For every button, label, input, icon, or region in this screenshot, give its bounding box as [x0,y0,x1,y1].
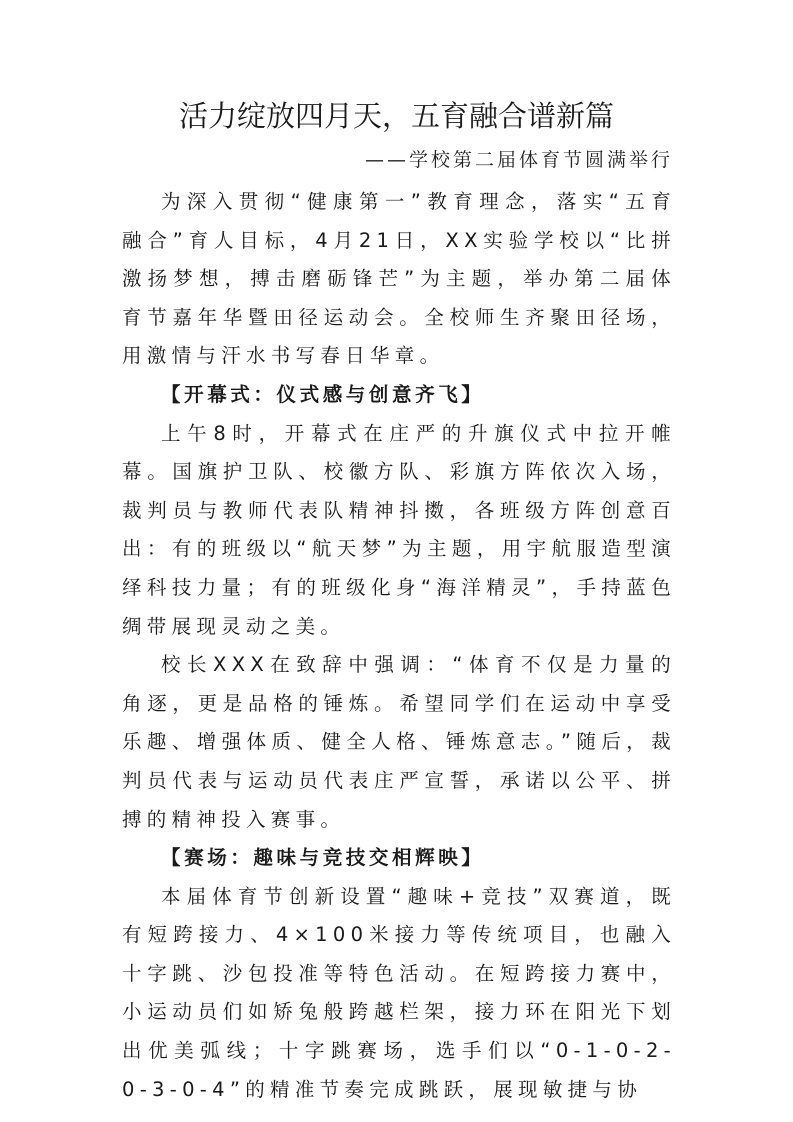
section-heading-opening: 【开幕式：仪式感与创意齐飞】 [161,382,485,406]
paragraph-opening-ceremony: 上午8时，开幕式在庄严的升旗仪式中拉开帷幕。国旗护卫队、校徽方队、彩旗方阵依次入场，裁判员与教师代表队精神抖擞，各班级方阵创意百出：有的班级以“航天梦”为主题，用宇航服造型演绎科技力量；有的班级化身“海洋精灵”，手持蓝色绸带展现灵动之美。 [122,421,676,638]
paragraph-intro: 为深入贯彻“健康第一”教育理念，落实“五育融合”育人目标，4月21日，XX实验学校以“比拼激扬梦想，搏击磨砺锋芒”为主题，举办第二届体育节嘉年华暨田径运动会。全校师生齐聚田径场，用激情与汗水书写春日华章。 [122,190,676,368]
section-heading-competition: 【赛场：趣味与竞技交相辉映】 [161,846,485,870]
document-subtitle: ——学校第二届体育节圆满举行 [364,149,673,171]
document-body [122,183,676,1109]
paragraph-competition: 本届体育节创新设置“趣味+竞技”双赛道，既有短跨接力、4×100米接力等传统项目，也融入十字跳、沙包投准等特色活动。在短跨接力赛中，小运动员们如矫兔般跨越栏架，接力环在阳光下划出优美弧线；十字跳赛场，选手们以“0-1-0-2-0-3-0-4”的精准节奏完成跳跃，展现敏捷与协 [122,884,676,1101]
paragraph-principal-speech: 校长XXX在致辞中强调：“体育不仅是力量的角逐，更是品格的锤炼。希望同学们在运动中享受乐趣、增强体质、健全人格、锤炼意志。”随后，裁判员代表与运动员代表庄严宣誓，承诺以公平、拼搏的精神投入赛事。 [122,653,676,831]
document-title: 活力绽放四月天，五育融合谱新篇 [178,99,614,133]
